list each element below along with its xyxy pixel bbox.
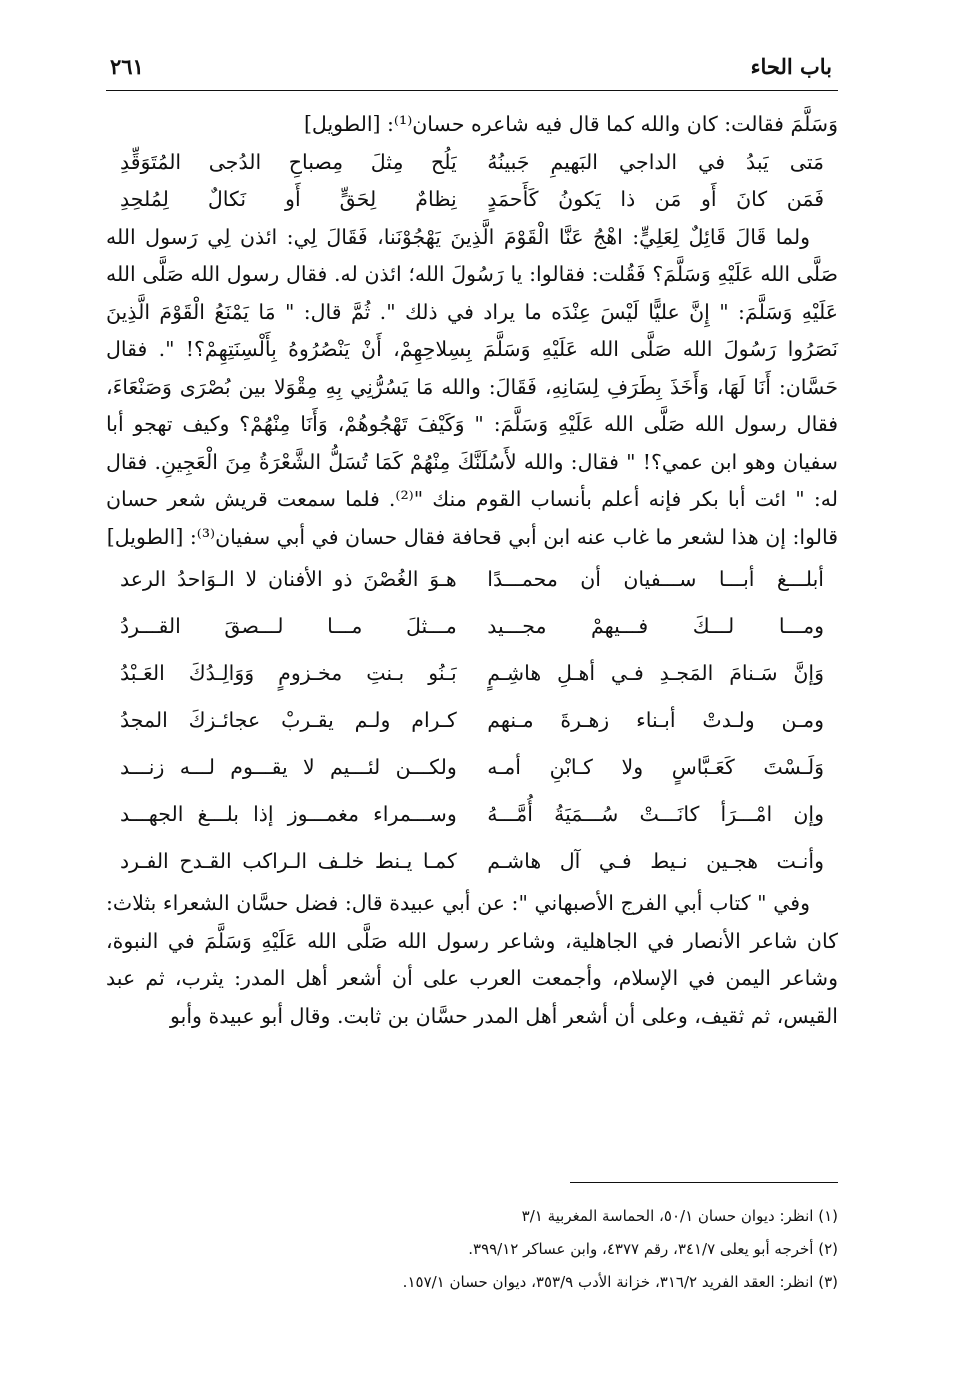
verse-first-hemistich: وإن امْـــرَأ كانَـــتْ سُـــمَيَةُ أُمَّـــهُ [487,802,824,826]
verse-line [106,603,838,650]
verse-second-hemistich: مـــثلَ مـــا لـــصقَ القـــردُ [120,614,457,638]
footnote: (٣) انظر: العقد الفريد ٣١٦/٢، خزانة الأدب ٣٥٣/٩، ديوان حسان ١٥٧/١. [402,1273,838,1291]
book-page [106,40,838,1340]
poem-1 [106,144,838,219]
verse-line [106,181,838,219]
intro-line: وَسَلَّمَ فقالت: كان والله كما قال فيه شاعره حسان⁽¹⁾: [الطويل] [303,112,838,136]
verse-second-hemistich: ولكـــن لئـــيم لا يقـــوم لـــه زنـــد [120,755,457,779]
verse-first-hemistich: أبلـــغ أبـــا ســـفيان أن محمـــدًا [487,567,824,591]
footnote-divider [570,1182,838,1183]
verse-first-hemistich: وَلَـسْتَ كَعَـبَّاسٍ ولا كـابْنِ أمـه [487,755,824,779]
chapter-title: باب الحاء [750,54,832,79]
running-header [106,48,838,88]
verse-second-hemistich: بَـنُو بـنتِ مخـزومٍ وَوَالِـدُكَ العَـبْدُ [120,661,457,685]
verse-second-hemistich: هـوَ الغُصْنَ ذو الأفنان لا الـوَاحدُ الرعد [120,567,457,591]
verse-line [106,697,838,744]
main-text [106,106,838,1035]
verse-second-hemistich: وســـمراء مغمـــوز إذا بلـــغ الجهـــد [120,802,457,826]
verse-first-hemistich: فَمَن كانَ أَو مَن ذا يَكونُ كَأَحمَدٍ [487,187,824,211]
verse-line [106,650,838,697]
footnote: (١) انظر: ديوان حسان ٥٠/١، الحماسة المغربية ٣/١ [521,1207,838,1225]
paragraph: ولما قَالَ قَائِلٌ لِعَلِيٍّ: اهْجُ عَنَّا الْقَوْمَ الَّذِينَ يَهْجُوْنَنا، فَقَالَ لِي: ائذن لِي رَسول الله صَلَّى الله عَلَيْهِ وَسَلَّمَ؟ فَقُلت: فقالوا: يا رَسُولَ الله؛ ائذن له. فقال رسول الله صَلَّى الله عَلَيْهِ وَسَلَّمَ: " إِنَّ عليًّا لَيْسَ عِنْدَه ما يراد في ذلك ". ثُمَّ قال: " مَا يَمْنَعُ الْقَوْمَ الَّذِينَ نَصَرُوا رَسُولَ الله صَلَّى الله عَلَيْهِ وَسَلَّمَ بِسِلاحِهِمْ، أَنْ يَنْصُرُوهُ بِأَلْسِنَتِهِمْ؟! ". فقال حَسَّان: أَنَا لَهَا، وَأَخَذَ بِطَرَفِ لِسَانِهِ، فَقَالَ: والله مَا يَسُرُّنِي بِهِ مِقْوَلا بين بُصْرَى وَصَنْعَاءَ، فقال رسول الله صَلَّى الله عَلَيْهِ وَسَلَّمَ: " وَكَيْفَ تَهْجُوهُمْ، وَأَنَا مِنْهُمْ؟ وكيف تهجو أبا سفيان وهو ابن عمي؟! " فقال: والله لأَسُلَنَّكَ مِنْهُمْ كَمَا تُسَلُّ الشَّعْرَةُ مِنَ الْعَجِينِ. فقال له: " ائت أبا بكر فإنه أعلم بأنساب القوم منك "⁽²⁾. فلما سمعت قريش شعر حسان قالوا: إن هذا لشعر ما غاب عنه ابن أبي قحافة فقال حسان في أبي سفيان⁽³⁾: [الطويل] [106,224,838,549]
paragraph: وفي " كتاب أبي الفرج الأصبهاني ": عن أبي عبيدة قال: فضل حسَّان الشعراء بثلاث: كان شاعر الأنصار في الجاهلية، وشاعر رسول الله صَلَّى الله عَلَيْهِ وَسَلَّمَ في النبوة، وشاعر اليمن في الإسلام، وأجمعت العرب على أن أشعر أهل المدر: يثرب، ثم عبد القيس، ثم ثقيف، وعلى أن أشعر أهل المدر حسَّان بن ثابت. وقال أبو عبيدة وأبو [106,891,838,1028]
verse-line [106,144,838,182]
verse-second-hemistich: نِظامٌ لِحَقٍّ أَو نَكالٌ لِمُلحِدِ [120,187,457,211]
verse-first-hemistich: وَإنَّ سَـنامَ المَجـدِ فـي أهـلِ هاشِـمٍ [487,661,824,685]
verse-second-hemistich: كمـا يـنط خلـف الـراكب القـدح الفـرد [120,849,457,873]
verse-line [106,791,838,838]
footnotes [106,1200,838,1299]
verse-first-hemistich: ومـن ولـدتْ أبـناء زهـرةَ مـنهم [487,708,824,732]
verse-line [106,744,838,791]
verse-second-hemistich: كـرام ولـم يقـربْ عجائـزكَ المجدُ [120,708,457,732]
verse-first-hemistich: ومـــا لـــكَ فـــيهمْ مجـــيد [487,614,824,638]
header-divider [106,90,838,91]
page-number: ٢٦١ [110,54,144,79]
poem-2 [106,556,838,885]
verse-second-hemistich: يَلُح مِثلَ مِصباحِ الدُجى المُتَوَقِّدِ [120,149,457,174]
verse-line [106,838,838,885]
footnote: (٢) أخرجه أبو يعلى ٣٤١/٧، رقم ٤٣٧٧، وابن عساكر ٣٩٩/١٢. [468,1240,838,1258]
verse-line [106,556,838,603]
verse-first-hemistich: مَتى يَبدُ في الداجي البَهيمِ جَبينُهُ [487,149,824,174]
verse-first-hemistich: وأنـت هجـين نـيط فـي آل هاشـم [487,849,824,873]
